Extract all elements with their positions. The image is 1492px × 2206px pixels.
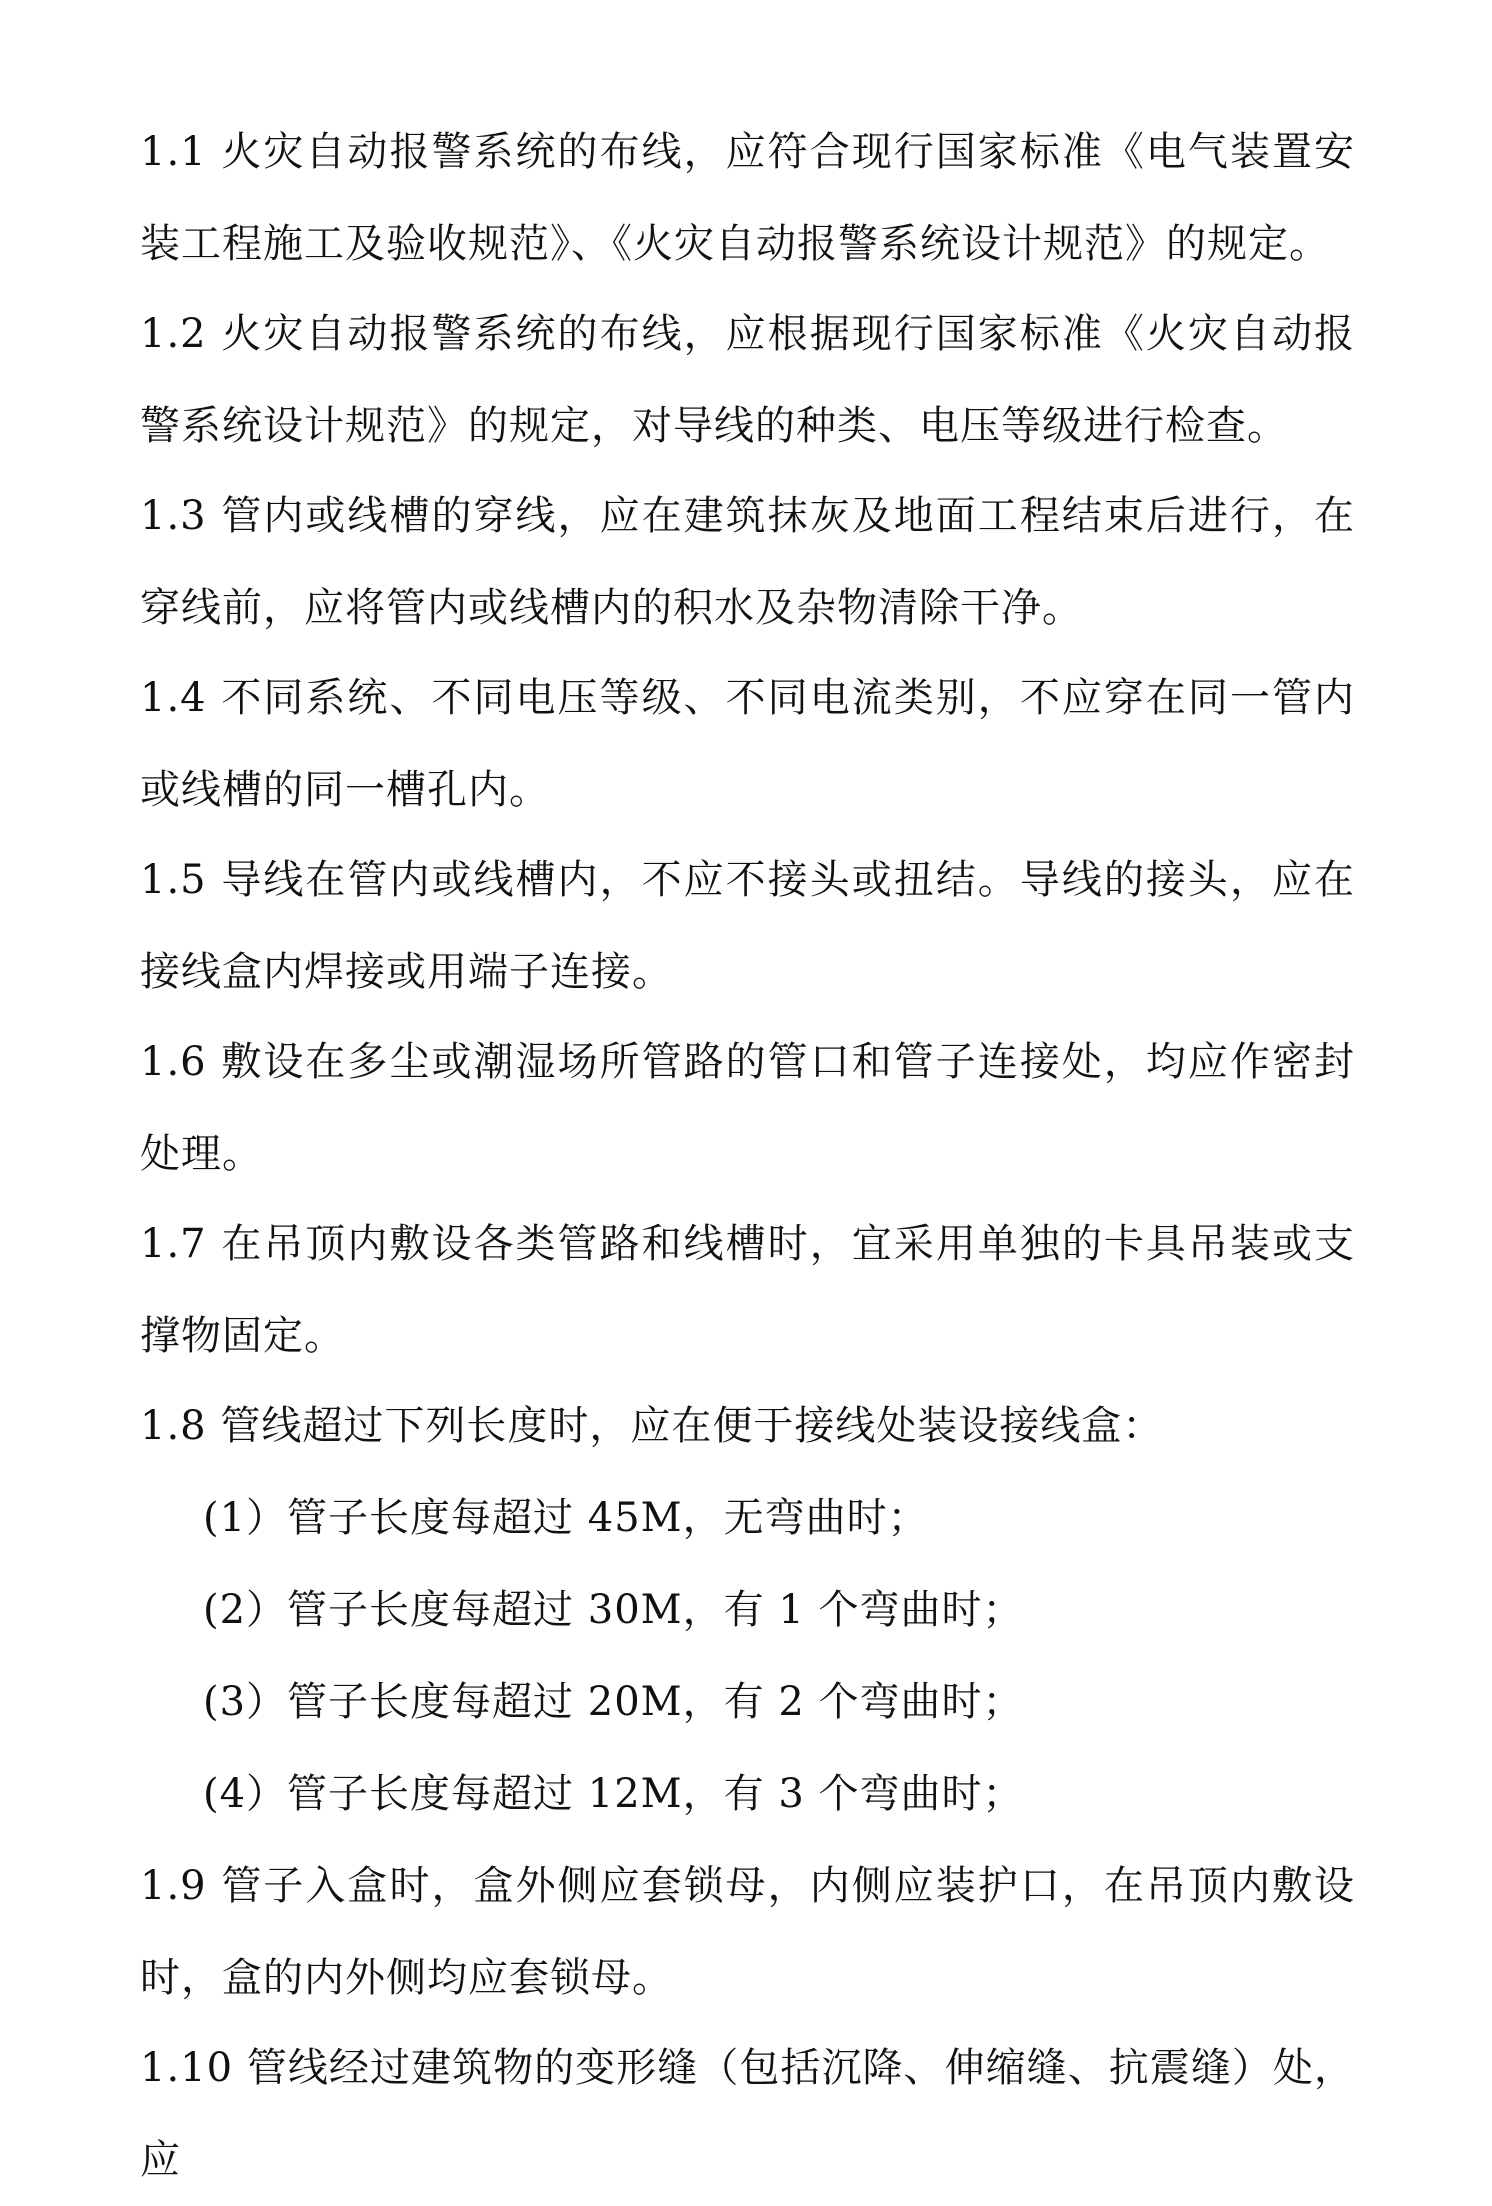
clause-1-3: 1.3 管内或线槽的穿线，应在建筑抹灰及地面工程结束后进行，在穿线前，应将管内或线槽内的积水及杂物清除干净。 [140,493,1355,631]
clause-1-6: 1.6 敷设在多尘或潮湿场所管路的管口和管子连接处，均应作密封处理。 [140,1039,1355,1177]
sub-item-3: (3）管子长度每超过 20M，有 2 个弯曲时； [203,1679,1024,1725]
clause-1-10: 1.10 管线经过建筑物的变形缝（包括沉降、伸缩缝、抗震缝）处，应 [140,2045,1355,2183]
sub-item-2: (2）管子长度每超过 30M，有 1 个弯曲时； [203,1587,1024,1633]
clause-1-9: 1.9 管子入盒时，盒外侧应套锁母，内侧应装护口，在吊顶内敷设时，盒的内外侧均应套锁母。 [140,1863,1355,2001]
clause-1-1: 1.1 火灾自动报警系统的布线，应符合现行国家标准《电气装置安装工程施工及验收规范》、《火灾自动报警系统设计规范》的规定。 [140,129,1355,267]
sub-item-1: (1）管子长度每超过 45M，无弯曲时； [203,1495,929,1541]
sub-item-4: (4）管子长度每超过 12M，有 3 个弯曲时； [203,1771,1024,1817]
clause-1-4: 1.4 不同系统、不同电压等级、不同电流类别，不应穿在同一管内或线槽的同一槽孔内。 [140,675,1355,813]
clause-1-5: 1.5 导线在管内或线槽内，不应不接头或扭结。导线的接头，应在接线盒内焊接或用端子连接。 [140,857,1355,995]
clause-1-2: 1.2 火灾自动报警系统的布线，应根据现行国家标准《火灾自动报警系统设计规范》的规定，对导线的种类、电压等级进行检查。 [140,311,1355,449]
clause-1-8: 1.8 管线超过下列长度时，应在便于接线处装设接线盒： [140,1403,1164,1449]
clause-1-7: 1.7 在吊顶内敷设各类管路和线槽时，宜采用单独的卡具吊装或支撑物固定。 [140,1221,1355,1359]
